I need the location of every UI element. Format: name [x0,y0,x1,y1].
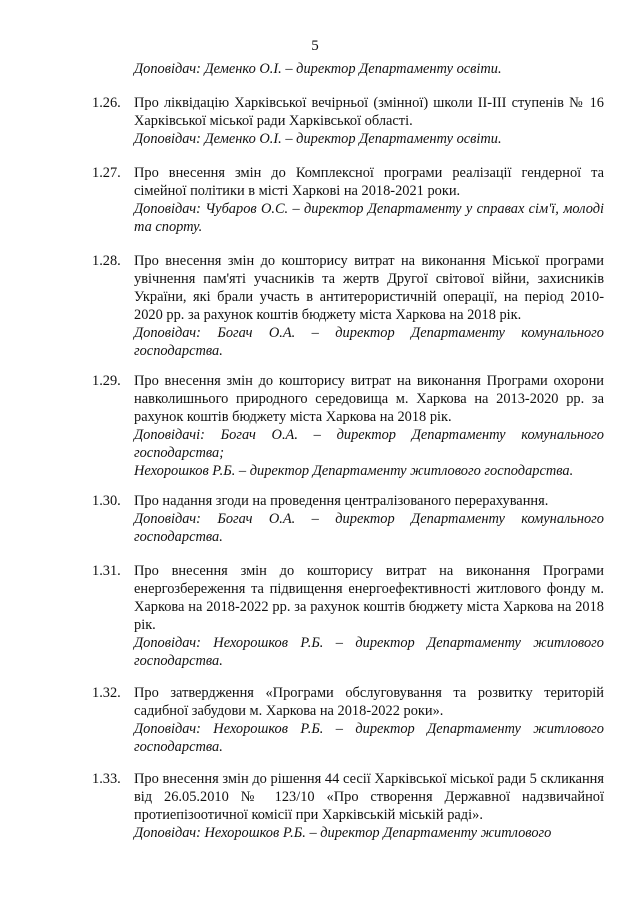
item-title: Про внесення змін до кошторису витрат на виконання Міської програми увічнення пам'яті учасників та жертв Другої світової війни, захисників України, які брали участь в антитерористичній операції, на період 2010-2020 рр. за рахунок коштів бюджету міста Харкова на 2018 рік. [134,253,604,323]
item-number: 1.27. [92,165,121,181]
item-reporter: Доповідачі: Богач О.А. – директор Департаменту комунального господарства; [134,427,604,461]
item-number: 1.28. [92,253,121,269]
item-title: Про внесення змін до кошторису витрат на виконання Програми енергозбереження та підвищення енергоефективності житлового фонду м. Харкова на 2018-2022 рр. за рахунок коштів бюджету міста Харкова на 2018 рік. [134,563,604,633]
item-body [134,770,604,842]
item-body [134,492,604,546]
item-body [134,252,604,360]
item-body [134,372,604,480]
item-reporter: Доповідач: Нехорошков Р.Б. – директор Департаменту житлового [134,825,552,841]
item-number: 1.26. [92,95,121,111]
item-reporter: Доповідач: Богач О.А. – директор Департаменту комунального господарства. [134,511,604,545]
item-title: Про внесення змін до кошторису витрат на виконання Програми охорони навколишнього природного середовища м. Харкова на 2013-2020 рр. за рахунок коштів бюджету міста Харкова на 2018 рік. [134,373,604,425]
item-body [134,562,604,670]
item-reporter: Нехорошков Р.Б. – директор Департаменту житлового господарства. [134,463,574,479]
item-number: 1.30. [92,493,121,509]
reporter-line: Доповідач: Деменко О.І. – директор Департаменту освіти. [134,61,502,77]
item-reporter: Доповідач: Чубаров О.С. – директор Департаменту у справах сім'ї, молоді та спорту. [134,201,604,235]
item-body [134,684,604,756]
item-number: 1.32. [92,685,121,701]
item-body [134,94,604,148]
item-number: 1.29. [92,373,121,389]
item-number: 1.33. [92,771,121,787]
item-reporter: Доповідач: Нехорошков Р.Б. – директор Департаменту житлового господарства. [134,721,604,755]
item-reporter: Доповідач: Деменко О.І. – директор Департаменту освіти. [134,131,502,147]
item-number: 1.31. [92,563,121,579]
item-reporter: Доповідач: Богач О.А. – директор Департаменту комунального господарства. [134,325,604,359]
item-reporter: Доповідач: Нехорошков Р.Б. – директор Департаменту житлового господарства. [134,635,604,669]
item-title: Про затвердження «Програми обслуговування та розвитку територій садибної забудови м. Харкова на 2018-2022 роки». [134,685,604,719]
item-title: Про внесення змін до рішення 44 сесії Харківської міської ради 5 скликання від 26.05.2010 № 123/10 «Про створення Державної надзвичайної протиепізоотичної комісії при Харківській міській раді». [134,771,604,823]
item-title: Про надання згоди на проведення централізованого перерахування. [134,493,549,509]
item-title: Про ліквідацію Харківської вечірньої (змінної) школи ІІ-ІІІ ступенів № 16 Харківської міської ради Харківської області. [134,95,604,129]
page-number: 5 [311,38,319,54]
item-title: Про внесення змін до Комплексної програми реалізації гендерної та сімейної політики в місті Харкові на 2018-2021 роки. [134,165,604,199]
item-body [134,164,604,236]
